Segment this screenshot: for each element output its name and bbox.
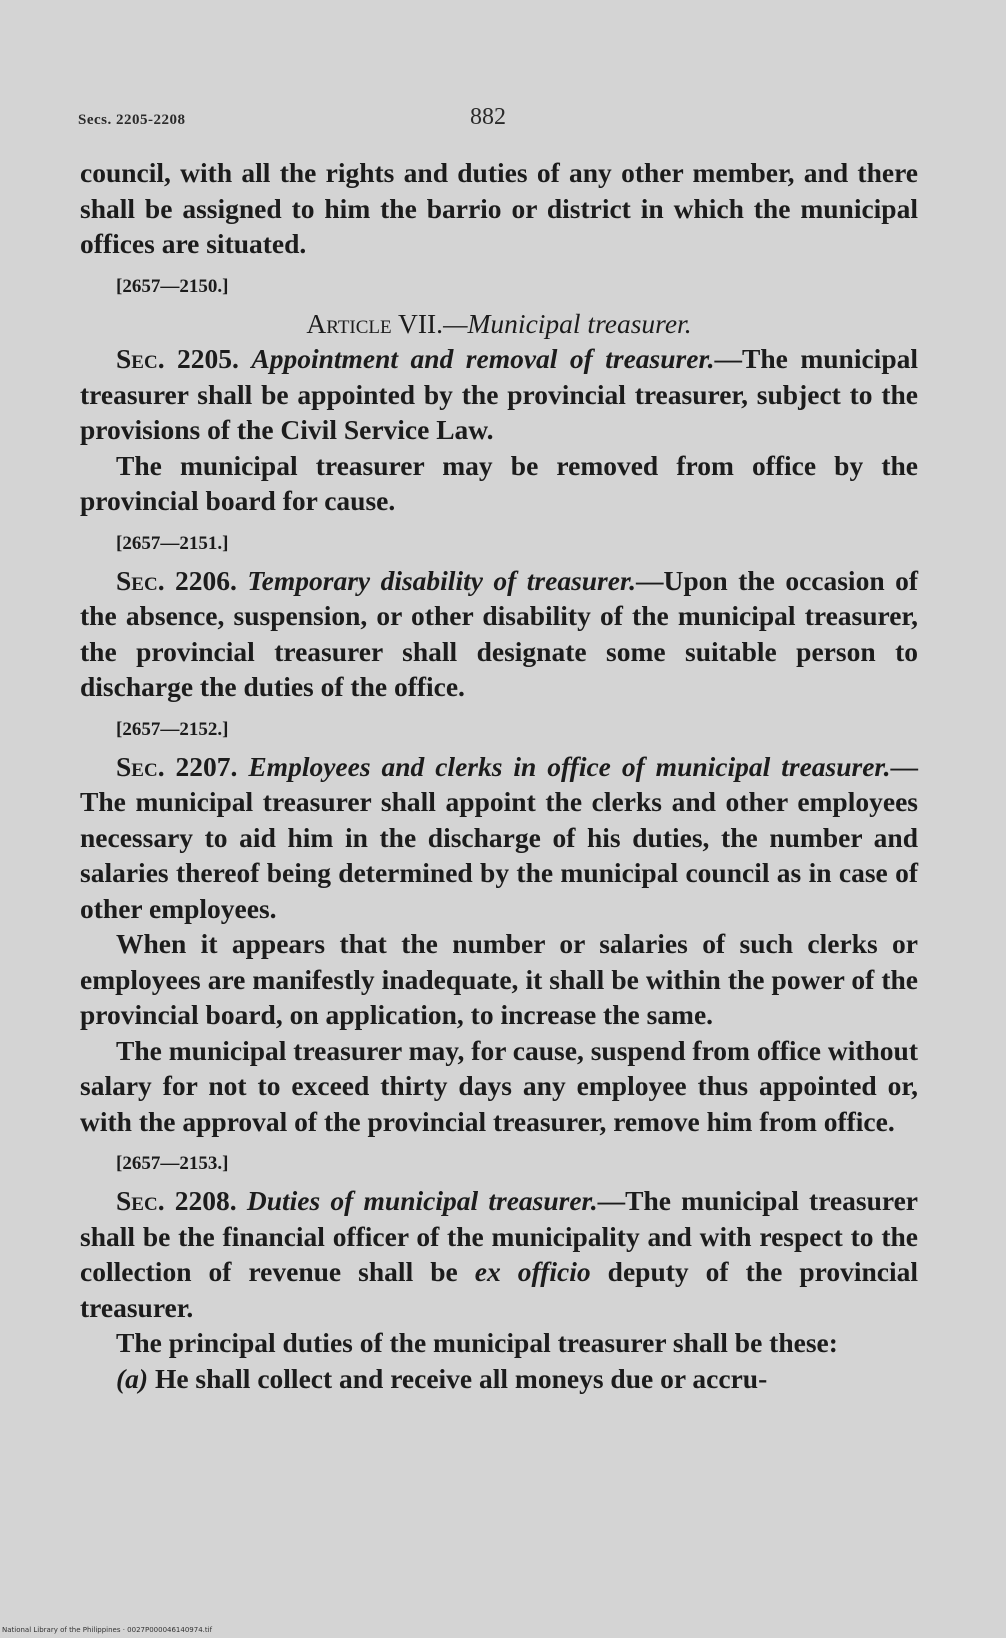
citation-2: [2657—2151.] bbox=[116, 532, 229, 554]
sec-2208-item-a bbox=[80, 1361, 918, 1397]
sec-2208-text-a: —The municipal treasurer shall be the financial officer of the municipality and with respect to the collection of revenue shall be bbox=[80, 1185, 918, 1287]
item-a-text: He shall collect and receive all moneys due or accru- bbox=[148, 1362, 768, 1394]
sec-2207-paragraph-2: When it appears that the number or salaries of such clerks or employees are manifestly inadequate, it shall be within the power of the provincial board, on application, to increase the same. bbox=[80, 928, 918, 1030]
sec-2205-text: —The municipal treasurer shall be appointed by the provincial treasurer, subject to the provisions of the Civil Service Law. bbox=[80, 343, 919, 445]
citation-1: [2657—2150.] bbox=[116, 275, 229, 297]
sec-2206-paragraph bbox=[80, 563, 918, 705]
sec-2205-paragraph-2: The municipal treasurer may be removed from office by the provincial board for cause. bbox=[80, 449, 918, 516]
sec-2205-label: Sec. 2205. bbox=[116, 343, 239, 374]
sec-2207-text: —The municipal treasurer shall appoint the clerks and other employees necessary to aid him in the discharge of his duties, the number and salaries thereof being determined by the municipal council as in case of other employees. bbox=[80, 750, 918, 924]
sec-2205-heading: Appointment and removal of treasurer. bbox=[251, 343, 715, 374]
article-heading bbox=[80, 306, 918, 342]
sec-2208-label: Sec. 2208. bbox=[116, 1185, 237, 1216]
sec-2207-label: Sec. 2207. bbox=[116, 750, 238, 782]
sec-2207-paragraph bbox=[80, 749, 918, 927]
sec-2205-paragraph bbox=[80, 341, 918, 448]
sec-2207-paragraph-3: The municipal treasurer may, for cause, suspend from office without salary for not to exceed thirty days any employee thus appointed or, with the approval of the provincial treasurer, remove him from office. bbox=[80, 1034, 918, 1137]
citation-3: [2657—2152.] bbox=[116, 718, 229, 740]
sec-2208-paragraph-2: The principal duties of the municipal treasurer shall be these: bbox=[116, 1327, 838, 1358]
sec-2208-ex-officio: ex officio bbox=[474, 1256, 591, 1287]
sec-2206-text: —Upon the occasion of the absence, suspension, or other disability of the municipal treasurer, the provincial treasurer shall designate some suitable person to discharge the duties of the office. bbox=[80, 564, 918, 702]
intro-paragraph: council, with all the rights and duties of any other member, and there shall be assigned to him the barrio or district in which the municipal offices are situated. bbox=[80, 157, 918, 259]
article-label: Article VII. bbox=[306, 307, 444, 339]
sec-2208-paragraph bbox=[80, 1183, 918, 1325]
article-title: —Municipal treasurer. bbox=[443, 307, 692, 339]
sec-2208-text-b: deputy of the provincial treasurer. bbox=[80, 1256, 919, 1323]
item-a-label: (a) bbox=[116, 1362, 149, 1394]
sec-2206-label: Sec. 2206. bbox=[116, 564, 237, 596]
citation-4: [2657—2153.] bbox=[116, 1153, 229, 1174]
page-number: 882 bbox=[470, 104, 506, 130]
sec-2207-heading: Employees and clerks in office of municipal treasurer. bbox=[248, 750, 891, 782]
document-body bbox=[80, 155, 918, 1396]
section-range-header: Secs. 2205-2208 bbox=[78, 112, 186, 128]
sec-2206-heading: Temporary disability of treasurer. bbox=[247, 564, 637, 596]
sec-2208-heading: Duties of municipal treasurer. bbox=[246, 1185, 598, 1216]
scan-credit: National Library of the Philippines · 0027P000046140974.tif bbox=[2, 1626, 213, 1634]
